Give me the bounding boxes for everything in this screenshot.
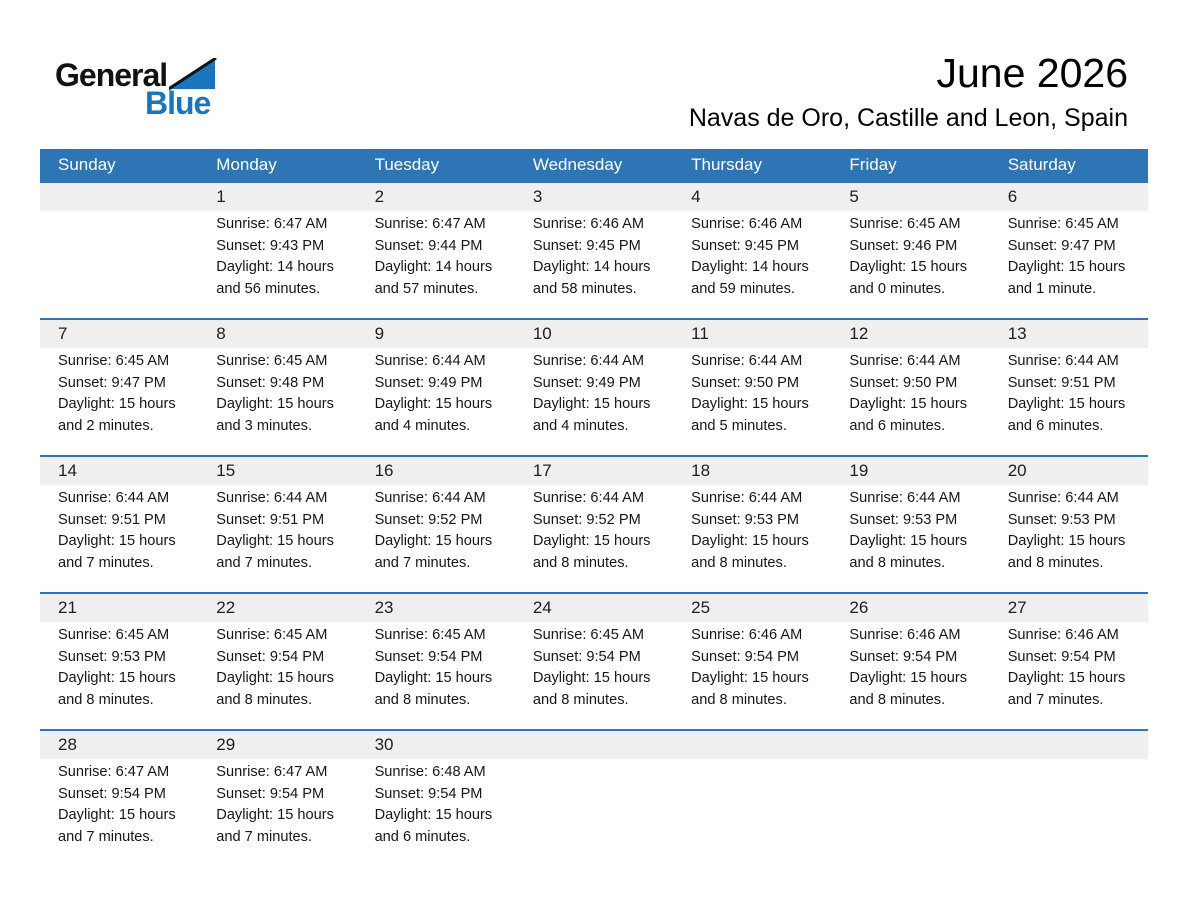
day-number-band <box>40 731 1148 759</box>
empty-day-cell <box>831 759 989 866</box>
daylight-line-continued: and 8 minutes. <box>1007 554 1104 571</box>
day-cell <box>831 622 989 729</box>
day-number: 30 <box>374 735 394 755</box>
daylight-line-continued: and 58 minutes. <box>532 280 637 297</box>
daylight-line-continued: and 3 minutes. <box>216 417 313 434</box>
logo-general-text: General <box>55 57 168 93</box>
day-cell <box>198 759 356 866</box>
sunrise-line: Sunrise: 6:46 AM <box>532 216 644 233</box>
sunrise-line: Sunrise: 6:44 AM <box>216 490 328 507</box>
empty-day-cell <box>40 211 198 318</box>
empty-day-cell <box>673 759 831 866</box>
daylight-line: Daylight: 15 hours <box>216 670 334 687</box>
weekday-header-sunday: Sunday <box>58 155 116 175</box>
sunset-line: Sunset: 9:54 PM <box>849 648 958 665</box>
day-cell <box>40 485 198 592</box>
weekday-header-saturday: Saturday <box>1007 155 1076 175</box>
daylight-line-continued: and 8 minutes. <box>532 691 629 708</box>
daylight-line-continued: and 8 minutes. <box>691 554 787 571</box>
daylight-line: Daylight: 14 hours <box>532 259 651 276</box>
day-number: 3 <box>532 187 543 207</box>
day-number: 9 <box>374 324 385 344</box>
weekday-header-wednesday: Wednesday <box>532 155 623 175</box>
empty-day-cell <box>990 759 1148 866</box>
day-cell <box>357 348 515 455</box>
day-number: 29 <box>216 735 236 755</box>
daylight-line: Daylight: 15 hours <box>849 533 968 550</box>
sunrise-line: Sunrise: 6:44 AM <box>1007 490 1119 507</box>
daylight-line: Daylight: 15 hours <box>691 533 809 550</box>
daylight-line: Daylight: 15 hours <box>1007 259 1126 276</box>
sunrise-line: Sunrise: 6:48 AM <box>374 764 486 781</box>
calendar-table <box>40 149 1148 866</box>
sunrise-line: Sunrise: 6:44 AM <box>374 490 486 507</box>
daylight-line-continued: and 0 minutes. <box>849 280 946 297</box>
day-number: 2 <box>374 187 385 207</box>
day-cell <box>990 485 1148 592</box>
sunset-line: Sunset: 9:51 PM <box>216 511 325 528</box>
weekday-header-monday: Monday <box>216 155 277 175</box>
day-number: 27 <box>1007 598 1027 618</box>
day-cell <box>673 485 831 592</box>
sunrise-line: Sunrise: 6:45 AM <box>216 353 328 370</box>
daylight-line-continued: and 4 minutes. <box>374 417 471 434</box>
general-blue-logo <box>55 50 217 119</box>
empty-day-cell <box>515 759 673 866</box>
daylight-line: Daylight: 15 hours <box>849 259 968 276</box>
daylight-line: Daylight: 15 hours <box>216 807 334 824</box>
daylight-line-continued: and 6 minutes. <box>374 828 471 845</box>
daylight-line: Daylight: 15 hours <box>58 533 176 550</box>
sunset-line: Sunset: 9:54 PM <box>58 785 166 802</box>
day-number: 7 <box>58 324 68 344</box>
daylight-line: Daylight: 15 hours <box>532 533 651 550</box>
daylight-line: Daylight: 15 hours <box>374 533 493 550</box>
daylight-line-continued: and 7 minutes. <box>58 828 154 845</box>
daylight-line: Daylight: 15 hours <box>691 396 809 413</box>
weekday-header-row <box>40 149 1148 181</box>
sunrise-line: Sunrise: 6:47 AM <box>216 216 328 233</box>
daylight-line-continued: and 7 minutes. <box>216 828 313 845</box>
week-row <box>40 592 1148 729</box>
day-cell <box>990 348 1148 455</box>
daylight-line-continued: and 8 minutes. <box>58 691 154 708</box>
sunset-line: Sunset: 9:49 PM <box>532 374 641 391</box>
daylight-line: Daylight: 15 hours <box>58 807 176 824</box>
day-cell <box>357 211 515 318</box>
sunrise-line: Sunrise: 6:44 AM <box>374 353 486 370</box>
sunset-line: Sunset: 9:54 PM <box>216 648 325 665</box>
day-number-band <box>40 183 1148 211</box>
daylight-line-continued: and 5 minutes. <box>691 417 787 434</box>
daylight-line-continued: and 7 minutes. <box>58 554 154 571</box>
day-number: 20 <box>1007 461 1027 481</box>
day-details-row <box>40 211 1148 318</box>
day-number-band <box>40 457 1148 485</box>
day-number: 14 <box>58 461 77 481</box>
daylight-line: Daylight: 14 hours <box>691 259 809 276</box>
day-number: 16 <box>374 461 394 481</box>
day-cell <box>198 348 356 455</box>
sunset-line: Sunset: 9:47 PM <box>1007 237 1116 254</box>
daylight-line: Daylight: 15 hours <box>374 396 493 413</box>
weekday-header-thursday: Thursday <box>691 155 763 175</box>
day-cell <box>40 622 198 729</box>
day-number: 15 <box>216 461 236 481</box>
sunset-line: Sunset: 9:50 PM <box>849 374 958 391</box>
daylight-line-continued: and 8 minutes. <box>849 554 946 571</box>
daylight-line-continued: and 8 minutes. <box>691 691 787 708</box>
sunset-line: Sunset: 9:48 PM <box>216 374 325 391</box>
daylight-line-continued: and 7 minutes. <box>1007 691 1104 708</box>
day-details-row <box>40 348 1148 455</box>
daylight-line-continued: and 8 minutes. <box>532 554 629 571</box>
day-number: 4 <box>691 187 701 207</box>
sunset-line: Sunset: 9:52 PM <box>532 511 641 528</box>
week-row <box>40 181 1148 318</box>
day-cell <box>357 622 515 729</box>
sunset-line: Sunset: 9:54 PM <box>1007 648 1116 665</box>
sunset-line: Sunset: 9:53 PM <box>1007 511 1116 528</box>
daylight-line-continued: and 59 minutes. <box>691 280 795 297</box>
week-row <box>40 729 1148 866</box>
sunrise-line: Sunrise: 6:45 AM <box>1007 216 1119 233</box>
daylight-line-continued: and 8 minutes. <box>374 691 471 708</box>
daylight-line: Daylight: 15 hours <box>1007 670 1126 687</box>
day-cell <box>831 211 989 318</box>
day-number: 23 <box>374 598 394 618</box>
sunset-line: Sunset: 9:51 PM <box>58 511 166 528</box>
sunrise-line: Sunrise: 6:44 AM <box>691 490 803 507</box>
day-cell <box>198 622 356 729</box>
sunset-line: Sunset: 9:53 PM <box>58 648 166 665</box>
day-cell <box>40 759 198 866</box>
day-cell <box>515 211 673 318</box>
day-cell <box>831 348 989 455</box>
daylight-line: Daylight: 15 hours <box>374 670 493 687</box>
sunrise-line: Sunrise: 6:47 AM <box>216 764 328 781</box>
day-cell <box>515 348 673 455</box>
day-number: 21 <box>58 598 77 618</box>
day-cell <box>990 211 1148 318</box>
daylight-line-continued: and 57 minutes. <box>374 280 479 297</box>
day-number: 28 <box>58 735 77 755</box>
sunrise-line: Sunrise: 6:45 AM <box>849 216 961 233</box>
sunrise-line: Sunrise: 6:45 AM <box>58 353 170 370</box>
daylight-line: Daylight: 15 hours <box>1007 533 1126 550</box>
day-number: 26 <box>849 598 869 618</box>
day-number: 8 <box>216 324 226 344</box>
page-title: June 2026 <box>936 50 1128 96</box>
day-details-row <box>40 759 1148 866</box>
daylight-line: Daylight: 15 hours <box>532 396 651 413</box>
sunset-line: Sunset: 9:44 PM <box>374 237 483 254</box>
sunrise-line: Sunrise: 6:44 AM <box>849 353 961 370</box>
day-cell <box>673 348 831 455</box>
day-details-row <box>40 622 1148 729</box>
daylight-line: Daylight: 15 hours <box>216 396 334 413</box>
daylight-line-continued: and 1 minute. <box>1007 280 1097 297</box>
daylight-line-continued: and 7 minutes. <box>216 554 313 571</box>
sunset-line: Sunset: 9:50 PM <box>691 374 800 391</box>
daylight-line: Daylight: 15 hours <box>374 807 493 824</box>
daylight-line-continued: and 8 minutes. <box>216 691 313 708</box>
page-header <box>0 0 1188 133</box>
sunrise-line: Sunrise: 6:45 AM <box>216 627 328 644</box>
week-row <box>40 318 1148 455</box>
day-cell <box>515 485 673 592</box>
sunrise-line: Sunrise: 6:44 AM <box>849 490 961 507</box>
daylight-line: Daylight: 15 hours <box>58 396 176 413</box>
sunrise-line: Sunrise: 6:44 AM <box>58 490 170 507</box>
sunset-line: Sunset: 9:54 PM <box>532 648 641 665</box>
sunset-line: Sunset: 9:45 PM <box>532 237 641 254</box>
sunset-line: Sunset: 9:54 PM <box>216 785 325 802</box>
sunrise-line: Sunrise: 6:46 AM <box>691 627 803 644</box>
daylight-line: Daylight: 14 hours <box>374 259 493 276</box>
daylight-line: Daylight: 15 hours <box>532 670 651 687</box>
daylight-line-continued: and 56 minutes. <box>216 280 321 297</box>
day-number: 13 <box>1007 324 1027 344</box>
sunrise-line: Sunrise: 6:44 AM <box>532 490 644 507</box>
logo-blue-text: Blue <box>145 85 211 121</box>
day-number: 11 <box>691 324 709 344</box>
day-number: 19 <box>849 461 869 481</box>
sunrise-line: Sunrise: 6:47 AM <box>58 764 170 781</box>
sunrise-line: Sunrise: 6:45 AM <box>532 627 644 644</box>
sunrise-line: Sunrise: 6:46 AM <box>1007 627 1119 644</box>
day-number: 18 <box>691 461 711 481</box>
day-cell <box>357 485 515 592</box>
daylight-line: Daylight: 15 hours <box>849 396 968 413</box>
day-number-band <box>40 320 1148 348</box>
day-number-band <box>40 594 1148 622</box>
daylight-line: Daylight: 15 hours <box>691 670 809 687</box>
daylight-line-continued: and 2 minutes. <box>58 417 154 434</box>
sunset-line: Sunset: 9:49 PM <box>374 374 483 391</box>
daylight-line-continued: and 6 minutes. <box>1007 417 1104 434</box>
day-number: 5 <box>849 187 859 207</box>
sunset-line: Sunset: 9:53 PM <box>691 511 800 528</box>
sunset-line: Sunset: 9:54 PM <box>691 648 800 665</box>
location-subtitle: Navas de Oro, Castille and Leon, Spain <box>688 104 1128 133</box>
calendar-weeks <box>40 181 1148 866</box>
daylight-line: Daylight: 15 hours <box>216 533 334 550</box>
sunrise-line: Sunrise: 6:44 AM <box>691 353 803 370</box>
day-number: 1 <box>216 187 226 207</box>
day-cell <box>198 485 356 592</box>
daylight-line: Daylight: 15 hours <box>58 670 176 687</box>
daylight-line: Daylight: 14 hours <box>216 259 334 276</box>
day-number: 24 <box>532 598 552 618</box>
day-cell <box>357 759 515 866</box>
weekday-header-tuesday: Tuesday <box>374 155 440 175</box>
daylight-line-continued: and 8 minutes. <box>849 691 946 708</box>
daylight-line-continued: and 7 minutes. <box>374 554 471 571</box>
day-cell <box>198 211 356 318</box>
day-cell <box>673 211 831 318</box>
sunset-line: Sunset: 9:45 PM <box>691 237 800 254</box>
sunrise-line: Sunrise: 6:46 AM <box>691 216 803 233</box>
daylight-line-continued: and 4 minutes. <box>532 417 629 434</box>
sunset-line: Sunset: 9:53 PM <box>849 511 958 528</box>
day-number: 12 <box>849 324 869 344</box>
day-number: 22 <box>216 598 236 618</box>
day-cell <box>515 622 673 729</box>
weekday-header-friday: Friday <box>849 155 897 175</box>
sunset-line: Sunset: 9:46 PM <box>849 237 958 254</box>
daylight-line: Daylight: 15 hours <box>1007 396 1126 413</box>
day-details-row <box>40 485 1148 592</box>
sunrise-line: Sunrise: 6:46 AM <box>849 627 961 644</box>
day-cell <box>40 348 198 455</box>
day-cell <box>673 622 831 729</box>
sunset-line: Sunset: 9:54 PM <box>374 648 483 665</box>
week-row <box>40 455 1148 592</box>
day-number: 17 <box>532 461 552 481</box>
sunrise-line: Sunrise: 6:44 AM <box>532 353 644 370</box>
sunrise-line: Sunrise: 6:45 AM <box>374 627 486 644</box>
sunrise-line: Sunrise: 6:44 AM <box>1007 353 1119 370</box>
sunset-line: Sunset: 9:47 PM <box>58 374 166 391</box>
day-number: 25 <box>691 598 711 618</box>
sunrise-line: Sunrise: 6:47 AM <box>374 216 486 233</box>
day-cell <box>990 622 1148 729</box>
day-number: 10 <box>532 324 552 344</box>
day-number: 6 <box>1007 187 1018 207</box>
daylight-line-continued: and 6 minutes. <box>849 417 946 434</box>
daylight-line: Daylight: 15 hours <box>849 670 968 687</box>
day-cell <box>831 485 989 592</box>
sunset-line: Sunset: 9:51 PM <box>1007 374 1116 391</box>
sunset-line: Sunset: 9:52 PM <box>374 511 483 528</box>
sunset-line: Sunset: 9:43 PM <box>216 237 325 254</box>
sunset-line: Sunset: 9:54 PM <box>374 785 483 802</box>
sunrise-line: Sunrise: 6:45 AM <box>58 627 170 644</box>
